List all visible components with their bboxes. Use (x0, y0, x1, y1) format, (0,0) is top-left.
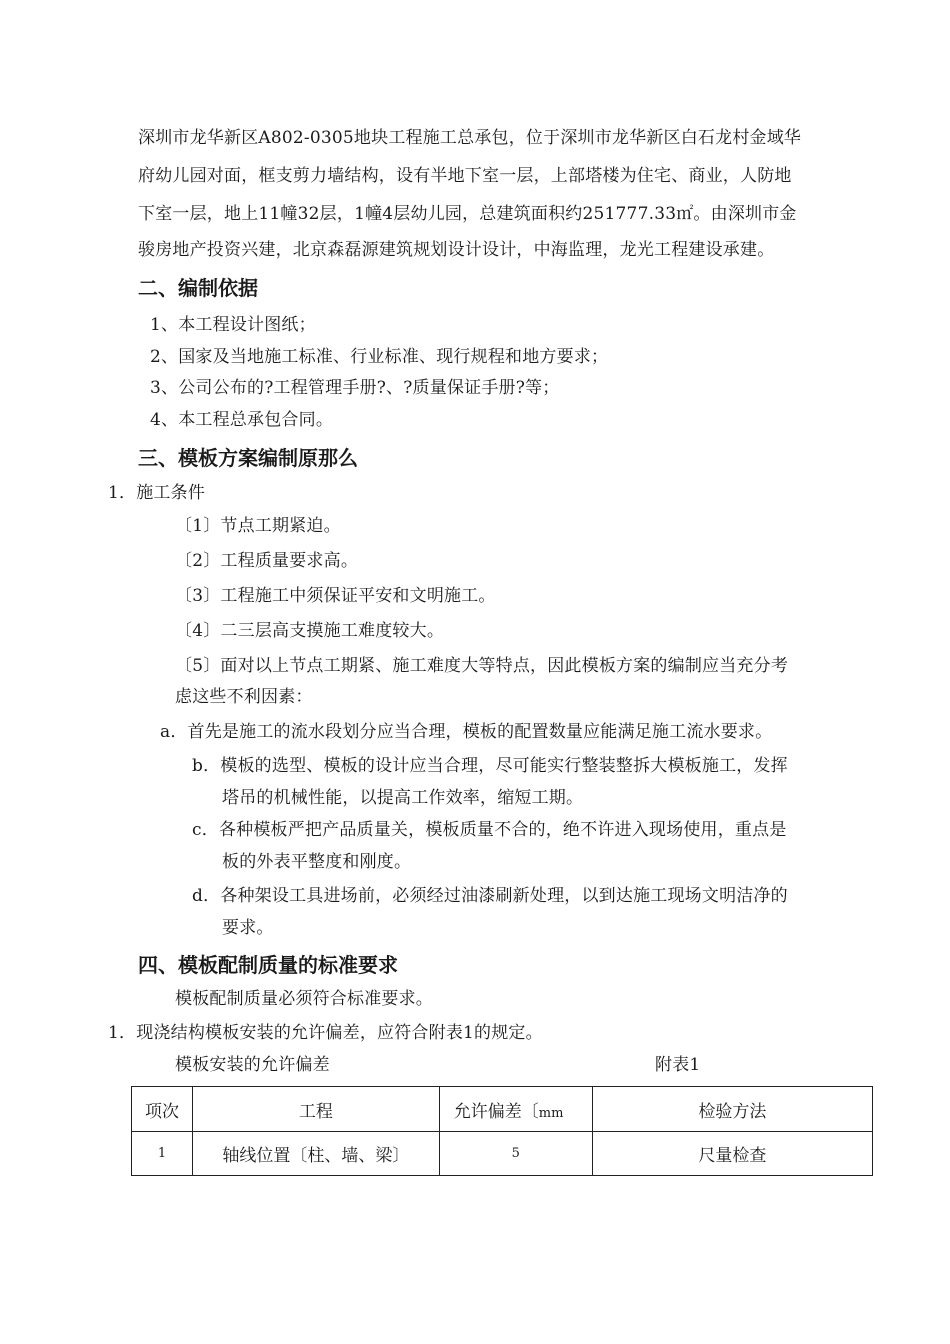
point-a: a．首先是施工的流水段划分应当合理，模板的配置数量应能满足施工流水要求。 (160, 722, 773, 742)
header-tolerance-label: 允许偏差〔 (453, 1101, 539, 1122)
basis-item-2: 2、国家及当地施工标准、行业标准、现行规程和地方要求； (150, 347, 609, 367)
condition-3: 〔3〕工程施工中须保证平安和文明施工。 (175, 586, 496, 606)
condition-4: 〔4〕二三层高支摸施工难度较大。 (175, 621, 445, 641)
condition-5: 〔5〕面对以上节点工期紧、施工难度大等特点，因此模板方案的编制应当充分考 (175, 656, 789, 676)
header-tolerance-unit: mm (538, 1105, 564, 1121)
table-caption: 模板安装的允许偏差 (175, 1055, 330, 1075)
header-inspection-method: 检验方法 (592, 1087, 872, 1132)
section-3-heading: 三、模板方案编制原那么 (138, 446, 358, 470)
point-b-line-2: 塔吊的机械性能，以提高工作效率，缩短工期。 (222, 788, 584, 808)
point-b-line-1: b．模板的选型、模板的设计应当合理，尽可能实行整装整拆大模板施工，发挥 (192, 756, 788, 776)
table-reference: 附表1 (655, 1055, 701, 1075)
section-2-heading: 二、编制依据 (138, 276, 258, 300)
intro-line-3: 下室一层，地上11幢32层，1幢4层幼儿园，总建筑面积约251777.33㎡。由深圳市金 (138, 204, 797, 224)
point-c-line-1: c．各种模板严把产品质量关，模板质量不合的，绝不许进入现场使用，重点是 (192, 820, 787, 840)
construction-conditions-title: 1．施工条件 (108, 483, 206, 503)
intro-line-4: 骏房地产投资兴建，北京森磊源建筑规划设计设计，中海监理，龙光工程建设承建。 (138, 240, 775, 260)
section-4-item-1: 1．现浇结构模板安装的允许偏差，应符合附表1的规定。 (108, 1023, 543, 1043)
basis-item-1: 1、本工程设计图纸； (150, 315, 316, 335)
table-row (132, 1132, 873, 1176)
cell-inspection-method: 尺量检查 (592, 1132, 872, 1176)
condition-1: 〔1〕节点工期紧迫。 (175, 516, 341, 536)
point-c-line-2: 板的外表平整度和刚度。 (222, 852, 412, 872)
basis-item-3: 3、公司公布的?工程管理手册?、?质量保证手册?等； (150, 378, 560, 398)
point-d-line-1: d．各种架设工具进场前，必须经过油漆刷新处理，以到达施工现场文明洁净的 (192, 886, 788, 906)
header-tolerance (439, 1087, 592, 1132)
cell-item: 轴线位置〔柱、墙、梁〕 (193, 1132, 440, 1176)
section-4-paragraph: 模板配制质量必须符合标准要求。 (175, 989, 433, 1009)
cell-tolerance: 5 (439, 1132, 592, 1176)
condition-2: 〔2〕工程质量要求高。 (175, 551, 359, 571)
section-4-heading: 四、模板配制质量的标准要求 (138, 953, 398, 977)
intro-line-2: 府幼儿园对面，框支剪力墙结构，设有半地下室一层，上部塔楼为住宅、商业，人防地 (138, 166, 792, 186)
intro-line-1: 深圳市龙华新区A802-0305地块工程施工总承包，位于深圳市龙华新区白石龙村金域华 (138, 128, 802, 148)
condition-5-cont: 虑这些不利因素： (175, 687, 313, 707)
basis-item-4: 4、本工程总承包合同。 (150, 410, 334, 430)
cell-item-no: 1 (132, 1132, 193, 1176)
table-header-row (132, 1087, 873, 1132)
tolerance-table (131, 1086, 873, 1176)
point-d-line-2: 要求。 (222, 918, 274, 938)
header-item-no: 项次 (132, 1087, 193, 1132)
header-item: 工程 (193, 1087, 440, 1132)
